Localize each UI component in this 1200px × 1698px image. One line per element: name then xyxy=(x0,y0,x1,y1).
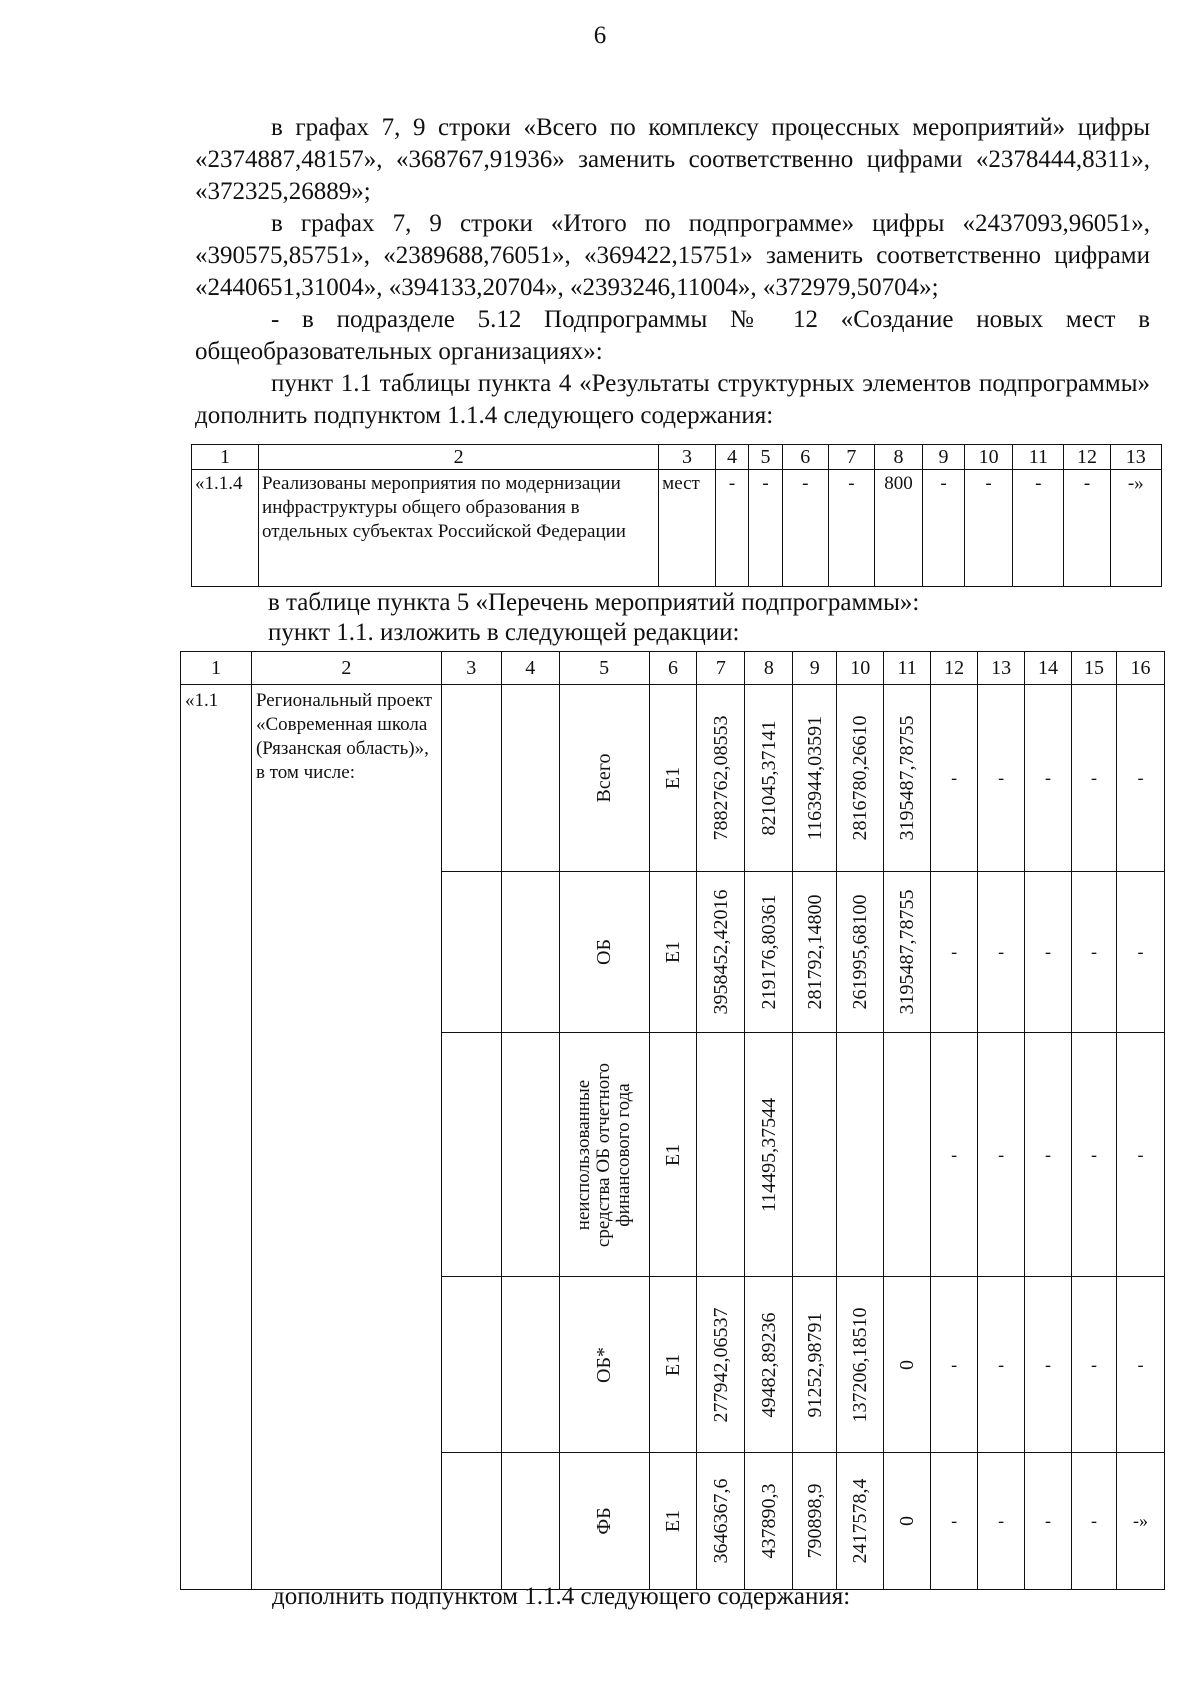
amount-cell xyxy=(837,1277,884,1453)
code-cell xyxy=(649,1033,697,1277)
cell-text: - xyxy=(998,1510,1005,1531)
empty-cell xyxy=(441,1277,501,1453)
cell-text: - xyxy=(1045,767,1052,788)
table-cell: - xyxy=(964,470,1012,587)
table-cell: «1.1.4 xyxy=(192,470,259,587)
table-header-row xyxy=(192,445,1162,470)
empty-cell xyxy=(501,1453,559,1590)
amount-cell xyxy=(697,1453,745,1590)
cell-text: - xyxy=(1090,1144,1097,1164)
cell-text: Е1 xyxy=(661,766,684,790)
cell-text: - xyxy=(951,1354,958,1374)
empty-cell xyxy=(441,1033,501,1277)
cell-text: 0 xyxy=(896,1359,919,1370)
header-cell: 6 xyxy=(782,445,828,470)
cell-text: 49482,89236 xyxy=(757,1312,780,1417)
cell-text: - xyxy=(1045,1510,1052,1531)
cell-text: 137206,18510 xyxy=(849,1307,872,1422)
cell-text: - xyxy=(1090,1354,1097,1374)
cell-text: ОБ xyxy=(593,939,616,965)
cell-text: -» xyxy=(1132,1510,1148,1531)
table-cell: мест xyxy=(659,470,716,587)
table-cell: - xyxy=(749,470,783,587)
amount-cell xyxy=(978,1277,1025,1453)
funding-source-cell xyxy=(559,1277,649,1453)
amount-cell xyxy=(1025,1453,1072,1590)
code-cell xyxy=(649,872,697,1033)
paragraph-3: - в подразделе 5.12 Подпрограммы № 12 «Создание новых мест в общеобразовательных организациях»: xyxy=(195,306,1150,365)
cell-text: 437890,3 xyxy=(757,1483,780,1559)
cell-text: - xyxy=(1137,767,1144,788)
header-cell: 5 xyxy=(559,652,649,685)
amount-cell xyxy=(745,872,793,1033)
body-text xyxy=(195,112,1150,432)
amount-cell xyxy=(884,872,931,1033)
header-cell: 14 xyxy=(1025,652,1072,685)
cell-text: - xyxy=(998,941,1005,962)
cell-text: 277942,06537 xyxy=(709,1307,732,1422)
code-cell xyxy=(649,685,697,872)
table-cell: - xyxy=(923,470,965,587)
header-cell: 15 xyxy=(1072,652,1117,685)
cell-text: 2816780,26610 xyxy=(849,715,872,841)
cell-text: Е1 xyxy=(661,1143,684,1166)
item-number-cell: «1.1 xyxy=(181,685,252,1590)
funding-source-cell xyxy=(559,872,649,1033)
cell-text: 0 xyxy=(896,1516,919,1526)
bottom-line: дополнить подпунктом 1.1.4 следующего содержания: xyxy=(272,1583,851,1610)
header-cell: 4 xyxy=(715,445,749,470)
amount-cell xyxy=(745,1033,793,1277)
table-row xyxy=(192,470,1162,587)
header-cell: 13 xyxy=(1110,445,1161,470)
amount-cell xyxy=(1072,872,1117,1033)
amount-cell xyxy=(1116,1453,1164,1590)
header-cell: 11 xyxy=(884,652,931,685)
cell-text: - xyxy=(1045,1144,1052,1164)
funding-source-cell xyxy=(559,685,649,872)
amount-cell xyxy=(978,872,1025,1033)
amount-cell xyxy=(1116,1277,1164,1453)
cell-text: - xyxy=(951,767,958,788)
cell-text: 1163944,03591 xyxy=(803,715,826,841)
cell-text: - xyxy=(998,1354,1005,1374)
amount-cell xyxy=(884,1277,931,1453)
amount-cell xyxy=(884,1453,931,1590)
header-cell: 10 xyxy=(837,652,884,685)
measures-table xyxy=(180,651,1165,1590)
table-cell: - xyxy=(828,470,874,587)
amount-cell xyxy=(1116,685,1164,872)
header-cell: 8 xyxy=(874,445,922,470)
table-cell: - xyxy=(1064,470,1110,587)
table-cell: - xyxy=(1013,470,1064,587)
page-number: 6 xyxy=(593,22,607,49)
cell-text: - xyxy=(998,1144,1005,1164)
cell-text: 2417578,4 xyxy=(849,1478,872,1564)
cell-text: - xyxy=(951,1510,958,1531)
amount-cell xyxy=(931,1033,978,1277)
amount-cell xyxy=(931,1453,978,1590)
cell-text: 219176,80361 xyxy=(757,894,780,1010)
table-cell: - xyxy=(715,470,749,587)
results-table xyxy=(191,444,1162,587)
header-cell: 4 xyxy=(501,652,559,685)
amount-cell xyxy=(793,872,837,1033)
amount-cell xyxy=(1072,1277,1117,1453)
header-cell: 8 xyxy=(745,652,793,685)
amount-cell xyxy=(1116,872,1164,1033)
cell-text: - xyxy=(998,767,1005,788)
amount-cell xyxy=(745,1277,793,1453)
header-cell: 3 xyxy=(441,652,501,685)
amount-cell xyxy=(793,685,837,872)
table-cell: - xyxy=(782,470,828,587)
cell-text: ФБ xyxy=(593,1507,616,1535)
between-line-1: в таблице пункта 5 «Перечень мероприятий подпрограммы»: xyxy=(268,589,920,616)
table-header-row xyxy=(181,652,1165,685)
amount-cell xyxy=(1072,1033,1117,1277)
amount-cell xyxy=(978,685,1025,872)
cell-text: - xyxy=(1137,1354,1144,1374)
header-cell: 10 xyxy=(964,445,1012,470)
cell-text: - xyxy=(951,1144,958,1164)
empty-cell xyxy=(441,1453,501,1590)
cell-text: Всего xyxy=(593,753,616,803)
header-cell: 12 xyxy=(931,652,978,685)
header-cell: 1 xyxy=(192,445,259,470)
table-row xyxy=(181,685,1165,872)
cell-text: - xyxy=(951,941,958,962)
cell-text: 281792,14800 xyxy=(803,894,826,1010)
header-cell: 7 xyxy=(697,652,745,685)
header-cell: 11 xyxy=(1013,445,1064,470)
cell-text: ОБ* xyxy=(593,1346,616,1383)
paragraph-4: пункт 1.1 таблицы пункта 4 «Результаты структурных элементов подпрограммы» дополнить подпунктом 1.1.4 следующего содержания: xyxy=(195,370,1150,429)
amount-cell xyxy=(931,685,978,872)
cell-text: - xyxy=(1045,1354,1052,1374)
cell-text: 790898,9 xyxy=(803,1483,826,1559)
cell-text: Е1 xyxy=(661,1509,684,1533)
code-cell xyxy=(649,1453,697,1590)
header-cell: 2 xyxy=(259,445,659,470)
between-line-2: пункт 1.1. изложить в следующей редакции: xyxy=(268,619,740,646)
cell-text: 114495,37544 xyxy=(757,1097,780,1212)
amount-cell xyxy=(884,685,931,872)
cell-text: - xyxy=(1090,1510,1097,1531)
amount-cell xyxy=(745,685,793,872)
cell-text: 91252,98791 xyxy=(803,1312,826,1417)
header-cell: 3 xyxy=(659,445,716,470)
amount-cell xyxy=(697,872,745,1033)
cell-text: 7882762,08553 xyxy=(709,715,732,841)
amount-cell xyxy=(978,1453,1025,1590)
cell-text: - xyxy=(1137,941,1144,962)
amount-cell xyxy=(837,1033,884,1277)
amount-cell xyxy=(793,1453,837,1590)
cell-text: 821045,37141 xyxy=(757,720,780,836)
cell-text: неиспользованные средства ОБ отчетного финансового года xyxy=(573,1062,635,1247)
cell-text: - xyxy=(1137,1144,1144,1164)
cell-text: - xyxy=(1045,941,1052,962)
table-cell: Реализованы мероприятия по модернизации инфраструктуры общего образования в отдельных субъектах Российской Федерации xyxy=(259,470,659,587)
amount-cell xyxy=(1025,1277,1072,1453)
cell-text: 3646367,6 xyxy=(709,1478,732,1564)
paragraph-1: в графах 7, 9 строки «Всего по комплексу процессных мероприятий» цифры «2374887,48157», «368767,91936» заменить соответственно цифрами «2378444,8311», «372325,26889»; xyxy=(195,114,1150,205)
header-cell: 2 xyxy=(251,652,441,685)
amount-cell xyxy=(1025,685,1072,872)
empty-cell xyxy=(441,685,501,872)
amount-cell xyxy=(1072,1453,1117,1590)
amount-cell xyxy=(931,1277,978,1453)
cell-text: Е1 xyxy=(661,940,684,964)
amount-cell xyxy=(793,1277,837,1453)
amount-cell xyxy=(1025,1033,1072,1277)
amount-cell xyxy=(697,1033,745,1277)
table-cell: -» xyxy=(1110,470,1161,587)
amount-cell xyxy=(837,872,884,1033)
amount-cell xyxy=(745,1453,793,1590)
cell-text: 3195487,78755 xyxy=(896,889,919,1015)
header-cell: 9 xyxy=(793,652,837,685)
header-cell: 5 xyxy=(749,445,783,470)
header-cell: 6 xyxy=(649,652,697,685)
cell-text: 3195487,78755 xyxy=(896,715,919,841)
empty-cell xyxy=(501,685,559,872)
amount-cell xyxy=(697,1277,745,1453)
item-name-cell: Региональный проект «Современная школа (Рязанская область)», в том числе: xyxy=(251,685,441,1590)
table-cell: 800 xyxy=(874,470,922,587)
amount-cell xyxy=(978,1033,1025,1277)
cell-text: 3958452,42016 xyxy=(709,889,732,1015)
amount-cell xyxy=(837,1453,884,1590)
amount-cell xyxy=(931,872,978,1033)
cell-text: Е1 xyxy=(661,1353,684,1376)
amount-cell xyxy=(884,1033,931,1277)
amount-cell xyxy=(1025,872,1072,1033)
cell-text: - xyxy=(1090,941,1097,962)
header-cell: 13 xyxy=(978,652,1025,685)
amount-cell xyxy=(697,685,745,872)
empty-cell xyxy=(501,1277,559,1453)
header-cell: 7 xyxy=(828,445,874,470)
header-cell: 12 xyxy=(1064,445,1110,470)
header-cell: 9 xyxy=(923,445,965,470)
empty-cell xyxy=(501,1033,559,1277)
cell-text: - xyxy=(1090,767,1097,788)
amount-cell xyxy=(793,1033,837,1277)
amount-cell xyxy=(1116,1033,1164,1277)
funding-source-cell xyxy=(559,1033,649,1277)
header-cell: 16 xyxy=(1116,652,1164,685)
amount-cell xyxy=(1072,685,1117,872)
header-cell: 1 xyxy=(181,652,252,685)
paragraph-2: в графах 7, 9 строки «Итого по подпрограмме» цифры «2437093,96051», «390575,85751», «2389688,76051», «369422,15751» заменить соответственно цифрами «2440651,31004», «394133,20704», «2393246,11004», «372979,50704»; xyxy=(195,210,1150,301)
empty-cell xyxy=(441,872,501,1033)
code-cell xyxy=(649,1277,697,1453)
amount-cell xyxy=(837,685,884,872)
empty-cell xyxy=(501,872,559,1033)
cell-text: 261995,68100 xyxy=(849,894,872,1010)
funding-source-cell xyxy=(559,1453,649,1590)
